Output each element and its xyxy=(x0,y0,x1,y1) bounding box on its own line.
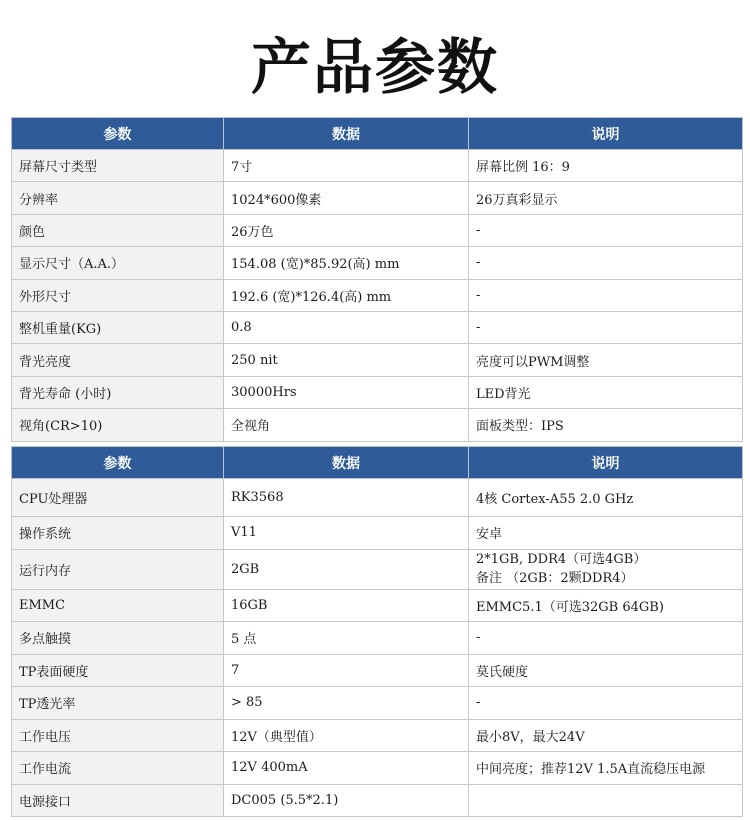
data-cell: 7 xyxy=(224,654,469,687)
note-cell: - xyxy=(469,622,743,655)
table-header-row xyxy=(12,447,743,479)
note-cell: - xyxy=(469,279,743,311)
header-data: 数据 xyxy=(224,447,469,479)
data-cell: 154.08 (宽)*85.92(高) mm xyxy=(224,247,469,279)
header-note: 说明 xyxy=(469,118,743,150)
display-spec-table xyxy=(11,117,743,442)
data-cell: 全视角 xyxy=(224,409,469,441)
data-cell: 12V 400mA xyxy=(224,752,469,785)
note-cell: - xyxy=(469,311,743,343)
data-cell: 26万色 xyxy=(224,214,469,246)
table-row xyxy=(12,622,743,655)
param-cell: 背光亮度 xyxy=(12,344,224,376)
table-row xyxy=(12,517,743,550)
param-cell: 运行内存 xyxy=(12,549,224,589)
table-row xyxy=(12,479,743,517)
table-row xyxy=(12,752,743,785)
param-cell: 整机重量(KG) xyxy=(12,311,224,343)
header-note: 说明 xyxy=(469,447,743,479)
note-cell: LED背光 xyxy=(469,376,743,408)
param-cell: 电源接口 xyxy=(12,784,224,817)
table-row xyxy=(12,279,743,311)
param-cell: TP透光率 xyxy=(12,687,224,720)
note-cell: - xyxy=(469,214,743,246)
note-cell: - xyxy=(469,247,743,279)
data-cell: RK3568 xyxy=(224,479,469,517)
param-cell: 操作系统 xyxy=(12,517,224,550)
header-param: 参数 xyxy=(12,447,224,479)
table-row xyxy=(12,784,743,817)
note-cell: 最小8V，最大24V xyxy=(469,719,743,752)
table-row xyxy=(12,150,743,182)
param-cell: 视角(CR>10) xyxy=(12,409,224,441)
table-row xyxy=(12,549,743,589)
page-title: 产品参数 xyxy=(251,33,499,103)
table-header-row xyxy=(12,118,743,150)
param-cell: 颜色 xyxy=(12,214,224,246)
hardware-spec-table xyxy=(11,446,743,817)
param-cell: 外形尺寸 xyxy=(12,279,224,311)
table-row xyxy=(12,344,743,376)
note-cell: EMMC5.1（可选32GB 64GB) xyxy=(469,589,743,622)
data-cell: 2GB xyxy=(224,549,469,589)
note-line-2: 备注 （2GB：2颗DDR4） xyxy=(476,571,634,586)
data-cell: > 85 xyxy=(224,687,469,720)
param-cell: 多点触摸 xyxy=(12,622,224,655)
note-cell: 4核 Cortex-A55 2.0 GHz xyxy=(469,479,743,517)
table-row xyxy=(12,214,743,246)
data-cell: 1024*600像素 xyxy=(224,182,469,214)
data-cell: 12V（典型值） xyxy=(224,719,469,752)
param-cell: TP表面硬度 xyxy=(12,654,224,687)
note-cell: 中间亮度；推荐12V 1.5A直流稳压电源 xyxy=(469,752,743,785)
note-cell: 莫氏硬度 xyxy=(469,654,743,687)
note-cell xyxy=(469,549,743,589)
header-param: 参数 xyxy=(12,118,224,150)
data-cell: 16GB xyxy=(224,589,469,622)
param-cell: 工作电流 xyxy=(12,752,224,785)
param-cell: 屏幕尺寸类型 xyxy=(12,150,224,182)
param-cell: 背光寿命 (小时) xyxy=(12,376,224,408)
param-cell: 显示尺寸（A.A.） xyxy=(12,247,224,279)
table-row xyxy=(12,376,743,408)
note-cell: 26万真彩显示 xyxy=(469,182,743,214)
data-cell: DC005 (5.5*2.1) xyxy=(224,784,469,817)
data-cell: 192.6 (宽)*126.4(高) mm xyxy=(224,279,469,311)
data-cell: V11 xyxy=(224,517,469,550)
param-cell: EMMC xyxy=(12,589,224,622)
table-row xyxy=(12,247,743,279)
note-cell: 屏幕比例 16：9 xyxy=(469,150,743,182)
param-cell: CPU处理器 xyxy=(12,479,224,517)
note-cell: - xyxy=(469,687,743,720)
note-cell: 安卓 xyxy=(469,517,743,550)
note-line-1: 2*1GB, DDR4（可选4GB） xyxy=(476,552,647,567)
table-row xyxy=(12,654,743,687)
data-cell: 5 点 xyxy=(224,622,469,655)
table-row xyxy=(12,409,743,441)
table-row xyxy=(12,687,743,720)
data-cell: 7寸 xyxy=(224,150,469,182)
table-row xyxy=(12,311,743,343)
header-data: 数据 xyxy=(224,118,469,150)
table-row xyxy=(12,719,743,752)
table-row xyxy=(12,589,743,622)
data-cell: 0.8 xyxy=(224,311,469,343)
data-cell: 250 nit xyxy=(224,344,469,376)
table-row xyxy=(12,182,743,214)
param-cell: 工作电压 xyxy=(12,719,224,752)
note-cell: 面板类型：IPS xyxy=(469,409,743,441)
data-cell: 30000Hrs xyxy=(224,376,469,408)
param-cell: 分辨率 xyxy=(12,182,224,214)
note-cell: 亮度可以PWM调整 xyxy=(469,344,743,376)
note-cell xyxy=(469,784,743,817)
